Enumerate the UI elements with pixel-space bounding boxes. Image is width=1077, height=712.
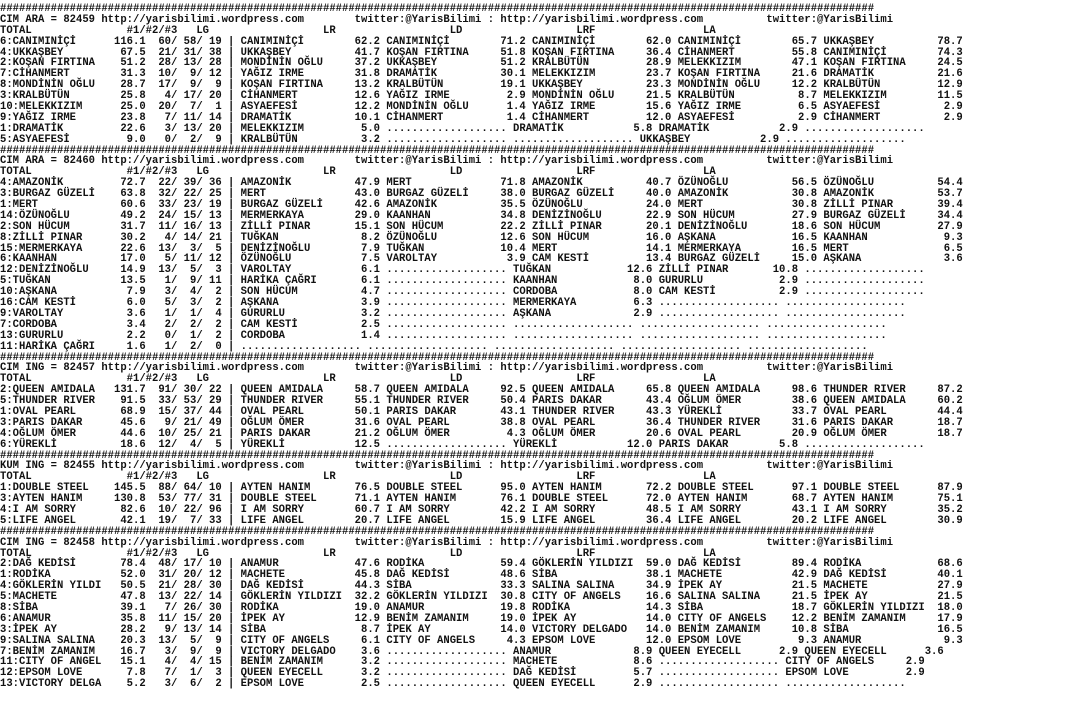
table-row: 6:CANIMINİÇİ 116.1 60/ 58/ 19 | CANIMINİÇİ 62.2 CANIMINİÇİ 71.2 CANIMINİÇİ 62.0 CANIMINİÇİ 65.7 UKKAŞBEY 78.7	[0, 35, 963, 48]
table-row: 10:MELEKKIZIM 25.0 20/ 7/ 1 | ASYAEFESİ 12.2 MONDİNİN OĞLU 1.4 YAĞIZ IRME 15.6 YAĞIZ IRME 6.5 ASYAEFESİ 2.9	[0, 101, 963, 114]
column-header: TOTAL #1/#2/#3 LG LR LD LRF LA	[0, 24, 716, 37]
table-row: 2:DAĞ KEDİSİ 78.4 48/ 17/ 10 | ANAMUR 47.6 RODİKA 59.4 GÖKLERİN YILDIZI 59.0 DAĞ KEDİSİ 89.4 RODİKA 68.6	[0, 558, 963, 571]
table-row: 4:I AM SORRY 82.6 10/ 22/ 96 | I AM SORRY 60.7 I AM SORRY 42.2 I AM SORRY 48.5 I AM SORRY 43.1 I AM SORRY 35.2	[0, 503, 963, 516]
table-row: 15:MERMERKAYA 22.6 13/ 3/ 5 | DENİZİNOĞLU 7.9 TUĞKAN 10.4 MERT 14.1 MERMERKAYA 16.5 MERT 6.5	[0, 242, 963, 255]
table-row: 4:OĞLUM ÖMER 44.6 10/ 25/ 21 | PARIS DAKAR 21.2 OĞLUM ÖMER 4.3 OĞLUM ÖMER 20.6 OVAL PEARL 20.9 OĞLUM ÖMER 18.7	[0, 427, 963, 440]
table-row: 4:UKKAŞBEY 67.5 21/ 31/ 38 | UKKAŞBEY 41.7 KOŞAN FIRTINA 51.8 KOŞAN FIRTINA 36.4 CİHANMERT 55.8 CANIMINİÇİ 74.3	[0, 46, 963, 59]
table-row: 8:ZİLLİ PINAR 30.2 4/ 14/ 21 | TUĞKAN 8.2 ÖZÜNOĞLU 12.6 SON HÜCUM 16.0 AŞKANA 16.5 KAANHAN 9.3	[0, 231, 963, 244]
table-row: 6:ANAMUR 35.8 11/ 15/ 20 | İPEK AY 12.9 BENİM ZAMANIM 19.0 İPEK AY 14.0 CITY OF ANGELS 12.2 BENİM ZAMANIM 17.9	[0, 612, 963, 625]
table-row: 14:ÖZÜNOĞLU 49.2 24/ 15/ 13 | MERMERKAYA 29.0 KAANHAN 34.8 DENİZİNOĞLU 22.9 SON HÜCUM 27.9 BURGAZ GÜZELİ 34.4	[0, 209, 963, 222]
table-row: 8:MONDİNİN OĞLU 28.7 17/ 9/ 9 | KOŞAN FIRTINA 13.2 KRALBÜTÜN 19.1 UKKAŞBEY 23.3 MONDİNİN OĞLU 12.2 KRALBÜTÜN 12.9	[0, 79, 963, 92]
table-row: 10:AŞKANA 7.9 3/ 4/ 2 | SON HÜCUM 4.7 ................... CORDOBA 8.0 CAM KESTİ 2.9 ...................	[0, 286, 925, 299]
separator-line: ##########################################################################################################################################	[0, 144, 875, 157]
table-row: 1:OVAL PEARL 68.9 15/ 37/ 44 | OVAL PEARL 50.1 PARIS DAKAR 43.1 THUNDER RIVER 43.3 YÜREKLİ 33.7 OVAL PEARL 44.4	[0, 405, 963, 418]
race-header: CIM ING = 82458 http://yarisbilimi.wordpress.com twitter:@YarisBilimi : http://yarisbilimi.wordpress.com twitter:@YarisBilimi	[0, 536, 894, 549]
column-header: TOTAL #1/#2/#3 LG LR LD LRF LA	[0, 373, 716, 386]
table-row: 16:CAM KESTİ 6.0 5/ 3/ 2 | AŞKANA 3.9 ................... MERMERKAYA 6.3 ................... ...................	[0, 297, 906, 310]
race-header: CIM ARA = 82459 http://yarisbilimi.wordpress.com twitter:@YarisBilimi : http://yarisbilimi.wordpress.com twitter:@YarisBilimi	[0, 13, 894, 26]
table-row: 1:MERT 60.6 33/ 23/ 19 | BURGAZ GÜZELİ 42.6 AMAZONİK 35.5 ÖZÜNOĞLU 24.0 MERT 30.8 ZİLLİ PINAR 39.4	[0, 199, 963, 212]
table-row: 5:ASYAEFESİ 9.0 0/ 2/ 9 | KRALBÜTÜN 3.2 ................... ................... UKKAŞBEY 2.9 ...................	[0, 133, 906, 146]
table-row: 3:PARIS DAKAR 45.6 9/ 21/ 49 | OĞLUM ÖMER 31.6 OVAL PEARL 38.8 OVAL PEARL 36.4 THUNDER RIVER 31.6 PARIS DAKAR 18.7	[0, 416, 963, 429]
table-row: 9:VAROLTAY 3.6 1/ 1/ 4 | GURURLU 3.2 ................... AŞKANA 2.9 ................... ...................	[0, 307, 906, 320]
table-row: 4:AMAZONİK 72.7 22/ 39/ 36 | AMAZONİK 47.9 MERT 71.8 AMAZONİK 40.7 ÖZÜNOĞLU 56.5 ÖZÜNOĞLU 54.4	[0, 177, 963, 190]
table-row: 9:SALINA SALINA 20.3 13/ 5/ 9 | CITY OF ANGELS 6.1 CITY OF ANGELS 4.3 EPSOM LOVE 12.0 EPSOM LOVE 9.3 ANAMUR 9.3	[0, 634, 963, 647]
separator-line: ##########################################################################################################################################	[0, 525, 875, 538]
table-row: 12:DENİZİNOĞLU 14.9 13/ 5/ 3 | VAROLTAY 6.1 ................... TUĞKAN 12.6 ZİLLİ PINAR 10.8 ...................	[0, 264, 925, 277]
table-row: 2:KOŞAN FIRTINA 51.2 28/ 13/ 28 | MONDİNİN OĞLU 37.2 UKKAŞBEY 51.2 KRALBÜTÜN 28.9 MELEKKIZIM 47.1 KOŞAN FIRTINA 24.5	[0, 57, 963, 70]
table-row: 2:QUEEN AMIDALA 131.7 91/ 30/ 22 | QUEEN AMIDALA 58.7 QUEEN AMIDALA 92.5 QUEEN AMIDALA 65.8 QUEEN AMIDALA 98.6 THUNDER RIVER 87.2	[0, 384, 963, 397]
race-header: CIM ING = 82457 http://yarisbilimi.wordpress.com twitter:@YarisBilimi : http://yarisbilimi.wordpress.com twitter:@YarisBilimi	[0, 362, 894, 375]
column-header: TOTAL #1/#2/#3 LG LR LD LRF LA	[0, 166, 716, 179]
table-row: 11:HARİKA ÇAĞRI 1.6 1/ 2/ 0 | ................... ................... ................... ................... ...................	[0, 340, 868, 353]
table-row: 3:İPEK AY 28.2 9/ 13/ 14 | SİBA 8.7 İPEK AY 14.0 VICTORY DELGADO 14.0 BENİM ZAMANIM 10.8 SİBA 16.5	[0, 623, 963, 636]
table-row: 3:AYTEN HANIM 130.8 53/ 77/ 31 | DOUBLE STEEL 71.1 AYTEN HANIM 76.1 DOUBLE STEEL 72.0 AYTEN HANIM 68.7 AYTEN HANIM 75.1	[0, 493, 963, 506]
table-row: 1:RODİKA 52.0 31/ 20/ 12 | MACHETE 45.8 DAĞ KEDİSİ 48.6 SİBA 38.1 MACHETE 42.9 DAĞ KEDİSİ 40.1	[0, 569, 963, 582]
table-row: 1:DRAMATİK 22.6 3/ 13/ 20 | MELEKKIZIM 5.0 ................... DRAMATİK 5.8 DRAMATİK 2.9 ...................	[0, 122, 925, 135]
column-header: TOTAL #1/#2/#3 LG LR LD LRF LA	[0, 547, 716, 560]
table-row: 5:TUĞKAN 13.5 1/ 9/ 11 | HARİKA ÇAĞRI 6.1 ................... KAANHAN 8.0 GURURLU 2.9 ...................	[0, 275, 925, 288]
table-row: 5:MACHETE 47.8 13/ 22/ 14 | GÖKLERİN YILDIZI 32.2 GÖKLERİN YILDIZI 30.8 CITY OF ANGELS 16.6 SALINA SALINA 21.5 İPEK AY 21.5	[0, 591, 963, 604]
table-row: 1:DOUBLE STEEL 145.5 88/ 64/ 10 | AYTEN HANIM 76.5 DOUBLE STEEL 95.0 AYTEN HANIM 72.2 DOUBLE STEEL 97.1 DOUBLE STEEL 87.9	[0, 482, 963, 495]
table-row: 11:CITY OF ANGEL 15.1 4/ 4/ 15 | BENİM ZAMANIM 3.2 ................... MACHETE 8.6 ................... CITY OF ANGELS 2.9	[0, 656, 925, 669]
race-table-document	[0, 4, 1073, 690]
table-row: 3:KRALBÜTÜN 25.8 4/ 17/ 20 | CİHANMERT 12.6 YAĞIZ IRME 2.9 MONDİNİN OĞLU 21.5 KRALBÜTÜN 8.7 MELEKKIZIM 11.5	[0, 90, 963, 103]
separator-line: ##########################################################################################################################################	[0, 3, 875, 15]
table-row: 9:YAĞIZ IRME 23.8 7/ 11/ 14 | DRAMATİK 10.1 CİHANMERT 1.4 CİHANMERT 12.0 ASYAEFESİ 2.9 CİHANMERT 2.9	[0, 111, 963, 124]
table-row: 13:VICTORY DELGA 5.2 3/ 6/ 2 | EPSOM LOVE 2.5 ................... QUEEN EYECELL 2.9 ................... ...................	[0, 678, 906, 691]
table-row: 12:EPSOM LOVE 7.8 7/ 1/ 3 | QUEEN EYECELL 3.2 ................... DAĞ KEDİSİ 5.7 ................... EPSOM LOVE 2.9	[0, 667, 925, 680]
table-row: 6:YÜREKLİ 18.6 12/ 4/ 5 | YÜREKLİ 12.5 ................... YÜREKLİ 12.0 PARIS DAKAR 5.8 ...................	[0, 438, 925, 451]
separator-line: ##########################################################################################################################################	[0, 351, 875, 364]
table-row: 2:SON HÜCUM 31.7 11/ 16/ 13 | ZİLLİ PINAR 15.1 SON HÜCUM 22.2 ZİLLİ PINAR 20.1 DENİZİNOĞLU 18.6 SON HÜCUM 27.9	[0, 220, 963, 233]
table-row: 7:CİHANMERT 31.3 10/ 9/ 12 | YAĞIZ IRME 31.8 DRAMATİK 30.1 MELEKKIZIM 23.7 KOŞAN FIRTINA 21.6 DRAMATİK 21.6	[0, 68, 963, 81]
table-row: 13:GURURLU 2.2 0/ 1/ 2 | CORDOBA 1.4 ................... ................... ................... ...................	[0, 329, 887, 342]
race-header: CIM ARA = 82460 http://yarisbilimi.wordpress.com twitter:@YarisBilimi : http://yarisbilimi.wordpress.com twitter:@YarisBilimi	[0, 155, 894, 168]
table-row: 6:KAANHAN 17.0 5/ 11/ 12 | ÖZÜNOĞLU 7.5 VAROLTAY 3.9 CAM KESTİ 13.4 BURGAZ GÜZELİ 15.0 AŞKANA 3.6	[0, 253, 963, 266]
table-row: 7:BENİM ZAMANIM 16.7 3/ 9/ 9 | VICTORY DELGADO 3.6 ................... ANAMUR 8.9 QUEEN EYECELL 2.9 QUEEN EYECELL 3.6	[0, 645, 944, 658]
table-row: 5:LIFE ANGEL 42.1 19/ 7/ 33 | LIFE ANGEL 20.7 LIFE ANGEL 15.9 LIFE ANGEL 36.4 LIFE ANGEL 20.2 LIFE ANGEL 30.9	[0, 514, 963, 527]
separator-line: ##########################################################################################################################################	[0, 449, 875, 462]
table-row: 3:BURGAZ GÜZELİ 63.8 32/ 22/ 25 | MERT 43.0 BURGAZ GÜZELİ 38.0 BURGAZ GÜZELİ 40.0 AMAZONİK 30.8 AMAZONİK 53.7	[0, 188, 963, 201]
table-row: 7:CORDOBA 3.4 2/ 2/ 2 | CAM KESTİ 2.5 ................... ................... ................... ...................	[0, 318, 887, 331]
race-header: KUM ING = 82455 http://yarisbilimi.wordpress.com twitter:@YarisBilimi : http://yarisbilimi.wordpress.com twitter:@YarisBilimi	[0, 460, 894, 473]
column-header: TOTAL #1/#2/#3 LG LR LD LRF LA	[0, 471, 716, 484]
table-row: 4:GÖKLERİN YILDI 50.5 21/ 28/ 30 | DAĞ KEDİSİ 44.3 SİBA 33.3 SALINA SALINA 34.9 İPEK AY 21.5 MACHETE 27.9	[0, 580, 963, 593]
table-row: 5:THUNDER RIVER 91.5 33/ 53/ 29 | THUNDER RIVER 55.1 THUNDER RIVER 50.4 PARIS DAKAR 43.4 OĞLUM ÖMER 38.6 QUEEN AMIDALA 60.2	[0, 395, 963, 408]
table-row: 8:SİBA 39.1 7/ 26/ 30 | RODİKA 19.0 ANAMUR 19.8 RODİKA 14.3 SİBA 18.7 GÖKLERİN YILDIZI 18.0	[0, 601, 963, 614]
